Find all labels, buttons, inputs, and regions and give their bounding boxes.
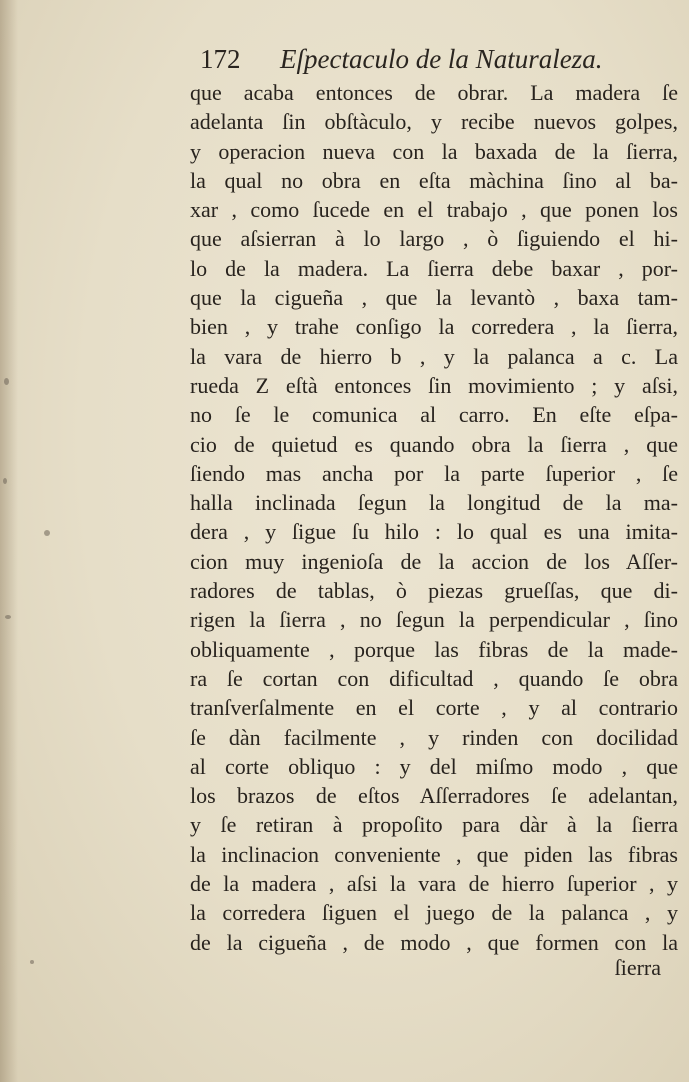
text-line: y ſe retiran à propoſito para dàr à la ſierra: [190, 812, 678, 838]
text-line: al corte obliquo : y del miſmo modo , que: [190, 753, 678, 779]
text-line: obliquamente , porque las fibras de la made-: [190, 636, 678, 662]
paper-speck: [4, 378, 9, 385]
paper-speck: [44, 530, 50, 536]
page-gutter-shadow: [0, 0, 18, 1082]
text-line: halla inclinada ſegun la longitud de la ma-: [190, 490, 678, 516]
text-line: ſe dàn facilmente , y rinden con docilidad: [190, 724, 678, 750]
text-line: rueda Z eſtà entonces ſin movimiento ; y aſsi,: [190, 372, 678, 398]
text-line: adelanta ſin obſtàculo, y recibe nuevos golpes,: [190, 109, 678, 135]
paper-speck: [5, 615, 11, 619]
running-title: Eſpectaculo de la Naturaleza.: [280, 44, 603, 74]
text-line: lo de la madera. La ſierra debe baxar , por-: [190, 255, 678, 281]
text-line: que aſsierran à lo largo , ò ſiguiendo el hi-: [190, 226, 678, 252]
text-line: rigen la ſierra , no ſegun la perpendicular , ſino: [190, 607, 678, 633]
text-line: los brazos de eſtos Aſſerradores ſe adelantan,: [190, 783, 678, 809]
text-line: de la madera , aſsi la vara de hierro ſuperior , y: [190, 871, 678, 897]
text-line: de la cigueña , de modo , que formen con la: [190, 929, 678, 955]
text-line: que la cigueña , que la levantò , baxa tam-: [190, 285, 678, 311]
text-line: cion muy ingenioſa de la accion de los Aſſer-: [190, 548, 678, 574]
text-line: y operacion nueva con la baxada de la ſierra,: [190, 138, 678, 164]
body-text: [190, 78, 678, 957]
text-line: ſiendo mas ancha por la parte ſuperior , ſe: [190, 460, 678, 486]
text-line: xar , como ſucede en el trabajo , que ponen los: [190, 197, 678, 223]
text-line: tranſverſalmente en el corte , y al contrario: [190, 695, 678, 721]
paper-speck: [3, 478, 7, 484]
text-line: no ſe le comunica al carro. En eſte eſpa-: [190, 402, 678, 428]
text-line: ra ſe cortan con dificultad , quando ſe obra: [190, 665, 678, 691]
text-line: la vara de hierro b , y la palanca a c. La: [190, 343, 678, 369]
text-line: que acaba entonces de obrar. La madera ſe: [190, 80, 678, 105]
text-line: radores de tablas, ò piezas grueſſas, que di-: [190, 578, 678, 604]
running-header: [200, 44, 620, 80]
paper-speck: [30, 960, 34, 964]
page-number: 172: [200, 44, 241, 74]
text-line: cio de quietud es quando obra la ſierra , que: [190, 431, 678, 457]
text-line: la corredera ſiguen el juego de la palanca , y: [190, 900, 678, 926]
catchword: ſierra: [614, 955, 661, 980]
text-line: la qual no obra en eſta màchina ſino al ba-: [190, 167, 678, 193]
text-line: bien , y trahe conſigo la corredera , la ſierra,: [190, 314, 678, 340]
text-line: dera , y ſigue ſu hilo : lo qual es una imita-: [190, 519, 678, 545]
text-line: la inclinacion conveniente , que piden las fibras: [190, 841, 678, 867]
